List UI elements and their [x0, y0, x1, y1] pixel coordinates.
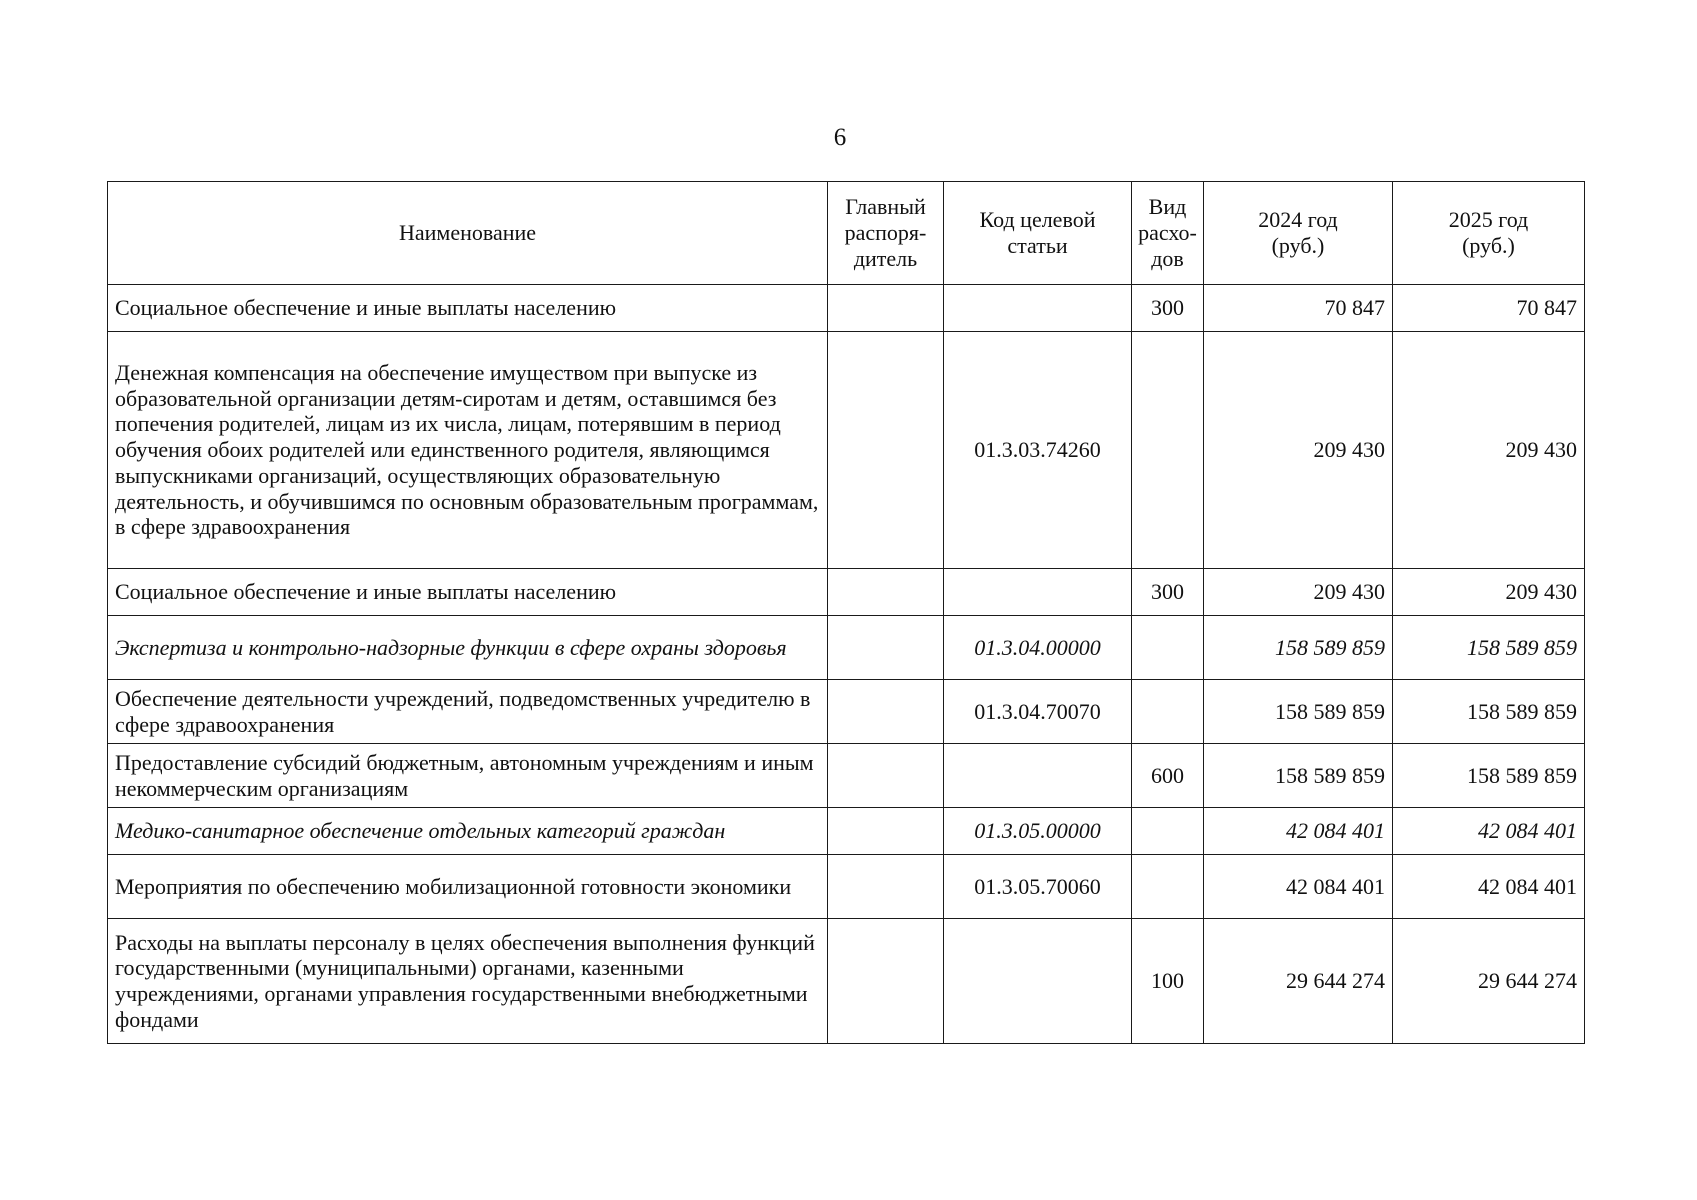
row-2025: 29 644 274: [1393, 919, 1585, 1044]
row-2025: 70 847: [1393, 285, 1585, 332]
table-row: [108, 569, 1585, 616]
table-row: [108, 855, 1585, 919]
row-2025: 158 589 859: [1393, 616, 1585, 680]
header-glavny: Главный распоря- дитель: [828, 182, 944, 285]
row-glavny: [828, 919, 944, 1044]
row-2024: 29 644 274: [1204, 919, 1393, 1044]
row-2024: 42 084 401: [1204, 855, 1393, 919]
row-name: Мероприятия по обеспечению мобилизационной готовности экономики: [108, 855, 828, 919]
row-2024: 209 430: [1204, 569, 1393, 616]
table-row: [108, 616, 1585, 680]
table-row: [108, 285, 1585, 332]
row-name: Обеспечение деятельности учреждений, подведомственных учредителю в сфере здравоохранения: [108, 680, 828, 744]
row-code: [944, 919, 1132, 1044]
table-header: [108, 182, 1585, 285]
page-number: 6: [833, 124, 847, 151]
row-name: Денежная компенсация на обеспечение имуществом при выпуске из образовательной организации детям-сиротам и детям, оставшимся без попечения родителей, лицам из их числа, лицам, потерявшим в период обучения обоих родителей или единственного родителя, являющимся выпускниками организаций, осуществляющих образовательную деятельность, и обучившимся по основным образовательным программам, в сфере здравоохранения: [108, 332, 828, 569]
row-code: [944, 744, 1132, 808]
row-2025: 42 084 401: [1393, 808, 1585, 855]
row-glavny: [828, 744, 944, 808]
row-2024: 70 847: [1204, 285, 1393, 332]
row-2024: 158 589 859: [1204, 680, 1393, 744]
row-2025: 209 430: [1393, 332, 1585, 569]
row-glavny: [828, 855, 944, 919]
table-row: [108, 680, 1585, 744]
row-2025: 42 084 401: [1393, 855, 1585, 919]
row-glavny: [828, 285, 944, 332]
row-vid: 600: [1132, 744, 1204, 808]
row-vid: [1132, 616, 1204, 680]
row-name: Расходы на выплаты персоналу в целях обеспечения выполнения функций государственными (муниципальными) органами, казенными учреждениями, органами управления государственными внебюджетными фондами: [108, 919, 828, 1044]
row-vid: [1132, 680, 1204, 744]
table-row: [108, 808, 1585, 855]
row-glavny: [828, 569, 944, 616]
row-2024: 209 430: [1204, 332, 1393, 569]
row-code: 01.3.05.70060: [944, 855, 1132, 919]
row-2025: 158 589 859: [1393, 744, 1585, 808]
row-name: Социальное обеспечение и иные выплаты населению: [108, 569, 828, 616]
row-vid: [1132, 332, 1204, 569]
row-glavny: [828, 680, 944, 744]
row-code: 01.3.03.74260: [944, 332, 1132, 569]
row-name: Экспертиза и контрольно-надзорные функции в сфере охраны здоровья: [108, 616, 828, 680]
row-name: Социальное обеспечение и иные выплаты населению: [108, 285, 828, 332]
budget-table: [107, 181, 1585, 1044]
row-2024: 158 589 859: [1204, 744, 1393, 808]
row-code: [944, 285, 1132, 332]
header-code: Код целевой статьи: [944, 182, 1132, 285]
row-glavny: [828, 332, 944, 569]
header-name: Наименование: [108, 182, 828, 285]
row-glavny: [828, 808, 944, 855]
row-2025: 158 589 859: [1393, 680, 1585, 744]
row-code: 01.3.05.00000: [944, 808, 1132, 855]
row-vid: 300: [1132, 285, 1204, 332]
row-2024: 42 084 401: [1204, 808, 1393, 855]
row-vid: 300: [1132, 569, 1204, 616]
row-code: [944, 569, 1132, 616]
table-row: [108, 744, 1585, 808]
row-name: Предоставление субсидий бюджетным, автономным учреждениям и иным некоммерческим организациям: [108, 744, 828, 808]
table-row: [108, 919, 1585, 1044]
header-2024: 2024 год (руб.): [1204, 182, 1393, 285]
row-glavny: [828, 616, 944, 680]
row-code: 01.3.04.70070: [944, 680, 1132, 744]
row-name: Медико-санитарное обеспечение отдельных категорий граждан: [108, 808, 828, 855]
row-vid: [1132, 808, 1204, 855]
row-2024: 158 589 859: [1204, 616, 1393, 680]
row-code: 01.3.04.00000: [944, 616, 1132, 680]
header-vid: Вид расхо- дов: [1132, 182, 1204, 285]
row-2025: 209 430: [1393, 569, 1585, 616]
header-2025: 2025 год (руб.): [1393, 182, 1585, 285]
table-row: [108, 332, 1585, 569]
row-vid: 100: [1132, 919, 1204, 1044]
row-vid: [1132, 855, 1204, 919]
